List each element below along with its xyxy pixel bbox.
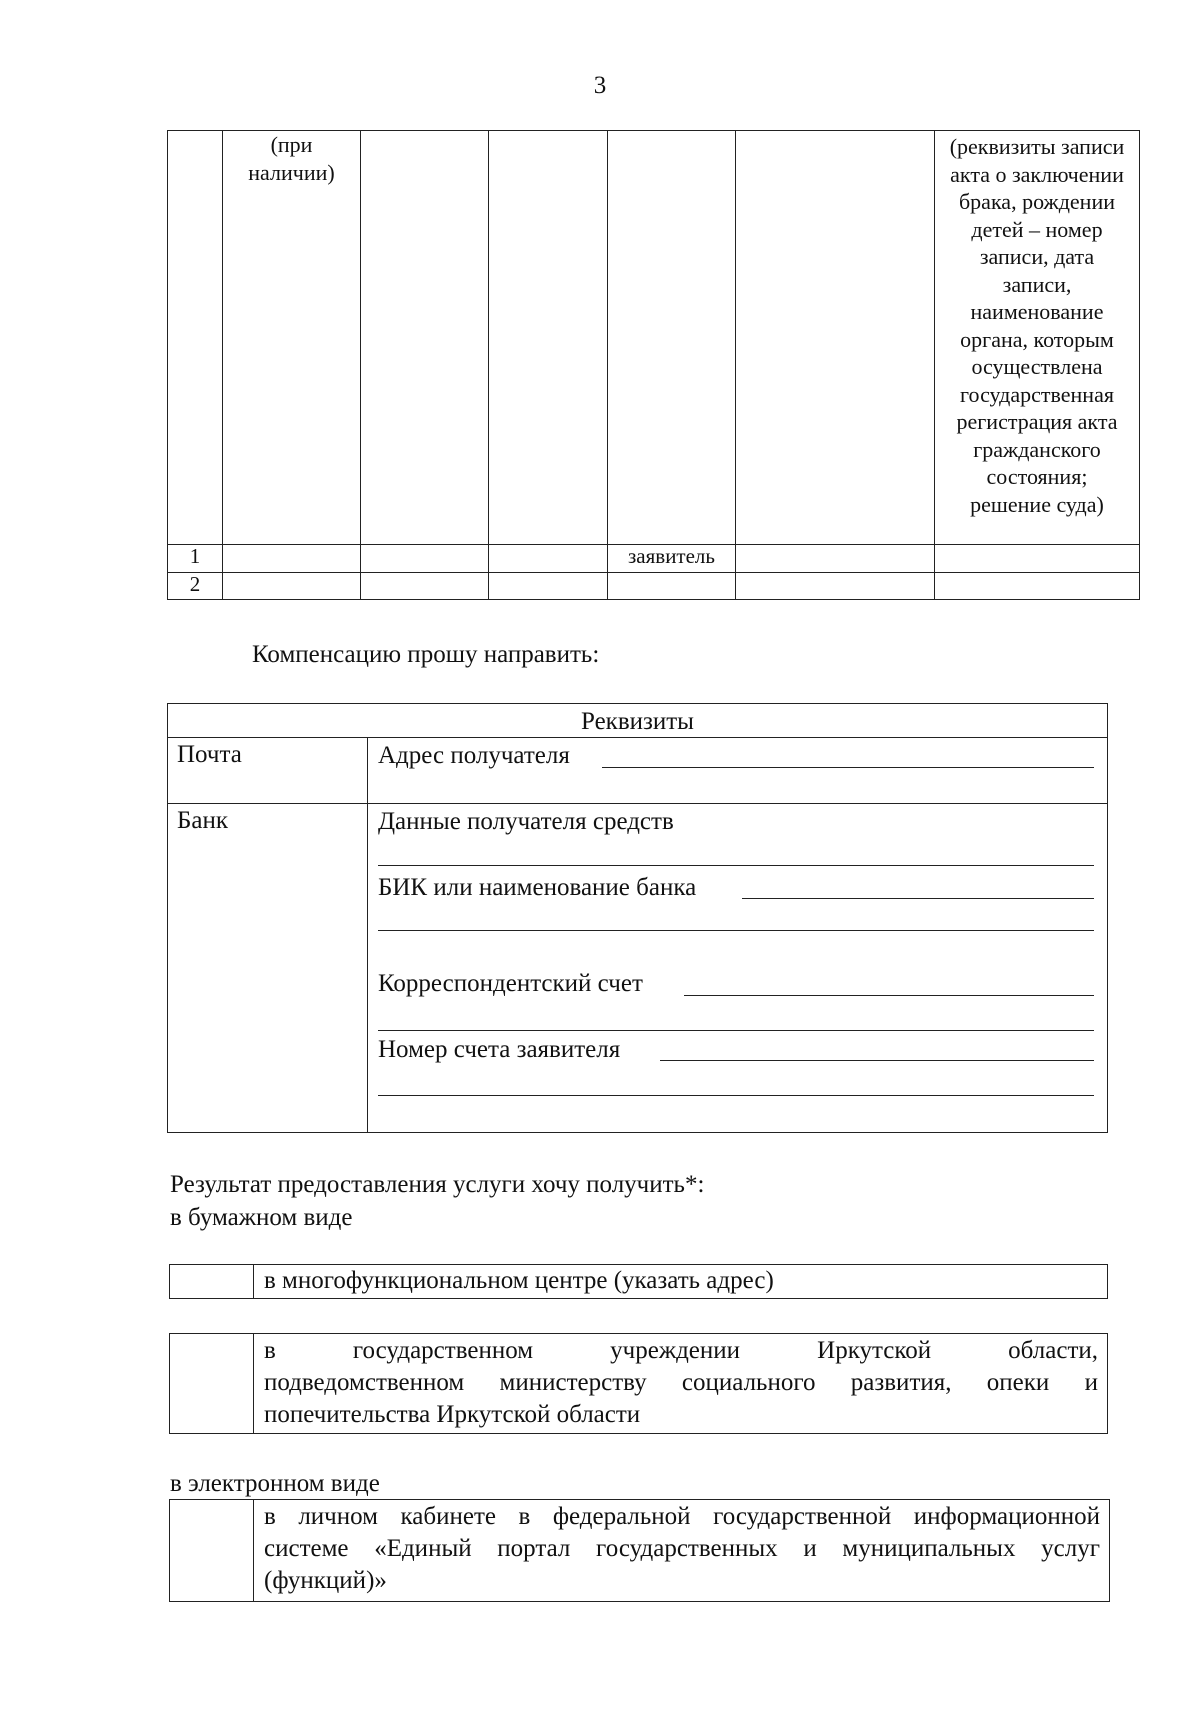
table-cell xyxy=(489,573,608,600)
table-row xyxy=(168,545,1140,573)
divider xyxy=(253,1264,254,1299)
corr-account-label: Корреспондентский счет xyxy=(378,970,643,997)
option-mfc-checkbox[interactable] xyxy=(171,1266,253,1297)
table-cell xyxy=(223,545,361,573)
applicants-table xyxy=(167,130,1140,600)
option-portal-text xyxy=(264,1501,1100,1597)
option-state-line: в государственном учреждении Иркутской области, xyxy=(264,1337,1098,1364)
option-state-text xyxy=(264,1335,1098,1431)
table-cell xyxy=(361,573,489,600)
option-portal-line: (функций)» xyxy=(264,1567,387,1594)
paper-label: в бумажном виде xyxy=(170,1204,353,1231)
funds-recipient-field[interactable] xyxy=(378,865,1094,866)
table-row xyxy=(168,573,1140,600)
table-cell xyxy=(361,545,489,573)
option-portal-line: системе «Единый портал государственных и муниципальных услуг xyxy=(264,1535,1100,1562)
bik-label: БИК или наименование банка xyxy=(378,874,697,901)
divider xyxy=(167,803,1108,804)
table-cell xyxy=(736,545,935,573)
applicant-account-label: Номер счета заявителя xyxy=(378,1036,621,1063)
divider xyxy=(253,1499,254,1602)
applicant-account-field-line2[interactable] xyxy=(378,1095,1094,1096)
requisites-title: Реквизиты xyxy=(581,708,694,735)
option-state-line: подведомственном министерству социального развития, опеки и xyxy=(264,1369,1098,1396)
table-cell xyxy=(489,545,608,573)
option-state-checkbox[interactable] xyxy=(171,1335,253,1432)
funds-recipient-label: Данные получателя средств xyxy=(378,808,674,835)
electronic-label: в электронном виде xyxy=(170,1470,380,1497)
table-cell xyxy=(608,573,736,600)
table-cell xyxy=(223,573,361,600)
table-cell xyxy=(608,131,736,545)
corr-account-field[interactable] xyxy=(684,995,1094,996)
row-number: 1 xyxy=(168,545,223,573)
bik-field-line2[interactable] xyxy=(378,930,1094,931)
header-col7-text: (реквизиты записи акта о заключении брака, рождении детей – номер записи, дата записи, наименование органа, которым осуществлена государственная регистрация акта гражданского состояния; решение суда) xyxy=(949,134,1125,517)
row-role-cell: заявитель xyxy=(608,545,736,573)
row-number: 2 xyxy=(168,573,223,600)
page-number: 3 xyxy=(593,72,607,99)
table-cell xyxy=(736,131,935,545)
option-mfc-text: в многофункциональном центре (указать адрес) xyxy=(264,1267,774,1294)
option-portal-checkbox[interactable] xyxy=(171,1501,253,1600)
applicant-account-field[interactable] xyxy=(660,1060,1094,1061)
recipient-address-field[interactable] xyxy=(602,767,1094,768)
compensation-label: Компенсацию прошу направить: xyxy=(252,641,600,668)
table-cell xyxy=(489,131,608,545)
result-title: Результат предоставления услуги хочу получить*: xyxy=(170,1171,705,1198)
table-cell xyxy=(361,131,489,545)
option-state-line: попечительства Иркутской области xyxy=(264,1401,641,1428)
bik-field[interactable] xyxy=(742,898,1094,899)
table-cell xyxy=(736,573,935,600)
header-col2-text: (при наличии) xyxy=(248,132,335,185)
table-header-row xyxy=(168,131,1140,545)
option-portal-line: в личном кабинете в федеральной государственной информационной xyxy=(264,1503,1100,1530)
divider xyxy=(253,1333,254,1434)
bank-label: Банк xyxy=(177,807,228,834)
divider xyxy=(167,737,1108,738)
corr-account-field-line2[interactable] xyxy=(378,1030,1094,1031)
table-cell xyxy=(935,545,1140,573)
recipient-address-label: Адрес получателя xyxy=(378,742,570,769)
mail-label: Почта xyxy=(177,741,242,768)
table-cell xyxy=(168,131,223,545)
divider xyxy=(367,737,368,1133)
table-cell xyxy=(935,131,1140,545)
table-cell xyxy=(935,573,1140,600)
table-cell xyxy=(223,131,361,545)
